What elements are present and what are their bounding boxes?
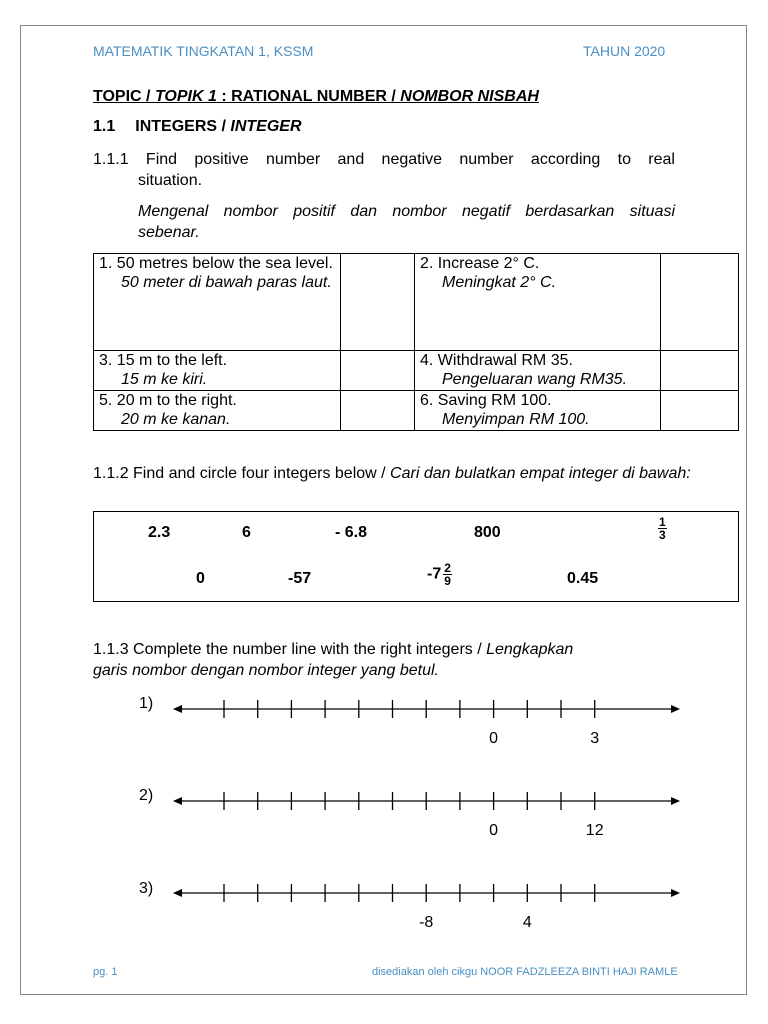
number-option[interactable]: -57 (288, 570, 312, 587)
answer-box-3[interactable] (341, 351, 415, 391)
number-option[interactable]: 800 (474, 524, 501, 541)
situation-table (93, 253, 739, 431)
answer-box-4[interactable] (661, 351, 739, 391)
sub2-text: 1.1.2 Find and circle four integers below / Cari dan bulatkan empat integer di bawah: (93, 465, 691, 482)
header-left: MATEMATIK TINGKATAN 1, KSSM (93, 43, 314, 59)
section-title: 1.1 INTEGERS / INTEGER (93, 118, 302, 135)
footer-page: pg. 1 (93, 966, 118, 978)
situation-cell-2: 2. Increase 2° C. Meningkat 2° C. (415, 254, 661, 351)
arrow-right-icon (671, 705, 680, 713)
situation-cell-6: 6. Saving RM 100. Menyimpan RM 100. (415, 391, 661, 431)
header-right: TAHUN 2020 (583, 43, 666, 59)
situation-cell-5: 5. 20 m to the right. 20 m ke kanan. (94, 391, 341, 431)
tick-label: 3 (590, 730, 600, 747)
number-option-mixed[interactable]: -7 $\frac{2}{9}$ (427, 561, 451, 588)
tick-label: 4 (522, 914, 532, 931)
tick-label: 0 (489, 822, 499, 839)
arrow-left-icon (173, 705, 182, 713)
tick-label: 0 (489, 730, 499, 747)
number-option[interactable]: 6 (242, 524, 251, 541)
number-option[interactable]: 2.3 (148, 524, 171, 541)
sub1-text-ms: Mengenal nombor positif dan nombor negatif berdasarkan situasi sebenar. (138, 203, 675, 241)
number-line-1[interactable] (170, 696, 690, 747)
integer-choice-box (93, 511, 739, 602)
number-line-label: 3) (139, 880, 154, 897)
number-line-3[interactable] (170, 880, 690, 931)
answer-box-6[interactable] (661, 391, 739, 431)
situation-cell-1: 1. 50 metres below the sea level. 50 meter di bawah paras laut. (94, 254, 341, 351)
number-line-label: 1) (139, 695, 154, 712)
situation-cell-3: 3. 15 m to the left. 15 m ke kiri. (94, 351, 341, 391)
number-option[interactable]: - 6.8 (335, 524, 368, 541)
sub1-text-en: 1.1.1 Find positive number and negative number according to real situation. (93, 151, 675, 189)
sub3-text: 1.1.3 Complete the number line with the right integers / Lengkapkan garis nombor dengan nombor integer yang betul. (93, 641, 574, 679)
number-line-2[interactable] (170, 788, 690, 839)
answer-box-5[interactable] (341, 391, 415, 431)
number-option-fraction[interactable]: $\frac{1}{3}$ (659, 515, 666, 542)
answer-box-1[interactable] (341, 254, 415, 351)
arrow-right-icon (671, 889, 680, 897)
tick-label: 12 (585, 822, 604, 839)
topic-title: TOPIC / TOPIK 1 : RATIONAL NUMBER / NOMBOR NISBAH (93, 88, 539, 105)
number-option[interactable]: 0.45 (567, 570, 599, 587)
number-option[interactable]: 0 (196, 570, 205, 587)
arrow-right-icon (671, 797, 680, 805)
arrow-left-icon (173, 889, 182, 897)
situation-cell-4: 4. Withdrawal RM 35. Pengeluaran wang RM35. (415, 351, 661, 391)
number-line-label: 2) (139, 787, 154, 804)
answer-box-2[interactable] (661, 254, 739, 351)
tick-label: -8 (419, 914, 434, 931)
footer-credit: disediakan oleh cikgu NOOR FADZLEEZA BINTI HAJI RAMLE (372, 966, 678, 978)
arrow-left-icon (173, 797, 182, 805)
